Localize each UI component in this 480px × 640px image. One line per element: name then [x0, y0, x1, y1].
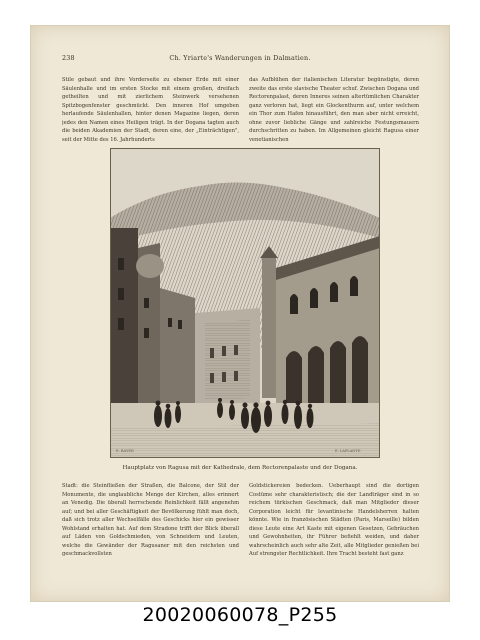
text-column-top-left: Stile gebaut und ihre Vorderseite zu ebener Erde mit einer Säulenhalle und im ersten Stocke mit einem großen, dreifach getheilten und mit zierlichem Steinwerk versehenen Spitzbogenfenster geschmückt. Den inneren Hof umgeben herlaufende Säulenhallen, hinter denen Magazine liegen, deren jedes den Namen eines Heiligen trägt. In der Dogana tagten auch die beiden Akademien der Stadt, deren eine, der „Einträchtigen", seit der Mitte des 16. Jahrhunderts	[62, 77, 239, 143]
bell-tower	[262, 258, 276, 398]
running-title: Ch. Yriarte's Wanderungen in Dalmatien.	[169, 54, 311, 62]
engraver-signature-left: E. BAYER	[116, 449, 134, 453]
page-header	[62, 54, 418, 64]
text-column-top-right: das Aufblühen der italienischen Literatur begünstigte, deren zweite das erste slavische Theater schuf. Zwischen Dogana und Rectorenpalast, deren Inneres seinen altertümlichen Charakter ganz verloren hat, liegt ein Glockenthurm auf, unter welchem ein Thor zum Hafen hinausführt, den man aber nicht erreicht, ohne zuvor liebliche Gänge und zahlreiche Festungsmauern durchschritten zu haben. Im Allgemeinen gleicht Ragusa einer venetianischen	[249, 77, 419, 143]
engraving-illustration	[110, 148, 380, 458]
engraving-image	[110, 148, 380, 458]
cathedral-dome	[136, 254, 164, 278]
engraver-signature-right: E. LAPLANTE	[335, 449, 361, 453]
catalog-id-label: 20020060078_P255	[142, 604, 338, 626]
figure-caption: Hauptplatz von Ragusa mit der Kathedrale, dem Rectorenpalaste und der Dogana.	[122, 465, 358, 471]
text-column-bottom-left: Stadt: die Steinfließen der Straßen, die Balcone, der Stil der Monumente, die unglaubliche Menge der Kirchen, alles erinnert an Venedig. Die überall herrschende Reinlichkeit fällt angenehm auf; und bei aller Geschäftigkeit der Bevölkerung fühlt man doch, daß sich trotz aller Wechselfälle des Geschicks hier ein gewisser Wohlstand erhalten hat. Auf dem Stradone trifft der Blick überall auf Läden von Goldschmieden, von Schneidern und Leuten, welche die Gewänder der Ragusaner mit den reichsten und geschmackvollsten	[62, 483, 239, 557]
page-number: 238	[62, 54, 75, 62]
text-column-bottom-right: Goldstickereien bedecken. Ueberhaupt sind die dortigen Costüme sehr charakteristisch; die der Landträger sind in so reichem türkischen Geschmack, daß man Mitglieder dieser Corporation leicht für levantinische Handelsherren halten könnte. Wie in französischen Städten (Paris, Marseille) bilden diese Leute eine Art Kaste mit eigenen Gesetzen, Gebräuchen und Gewohnheiten, ihr Führer befiehlt weiden, und daher wahrscheinlich auch sehr alte Zeit, alle Mitglieder genießen bei Auf strengster Rechtlichkeit. Ihre Tracht besteht fast ganz	[249, 483, 419, 557]
